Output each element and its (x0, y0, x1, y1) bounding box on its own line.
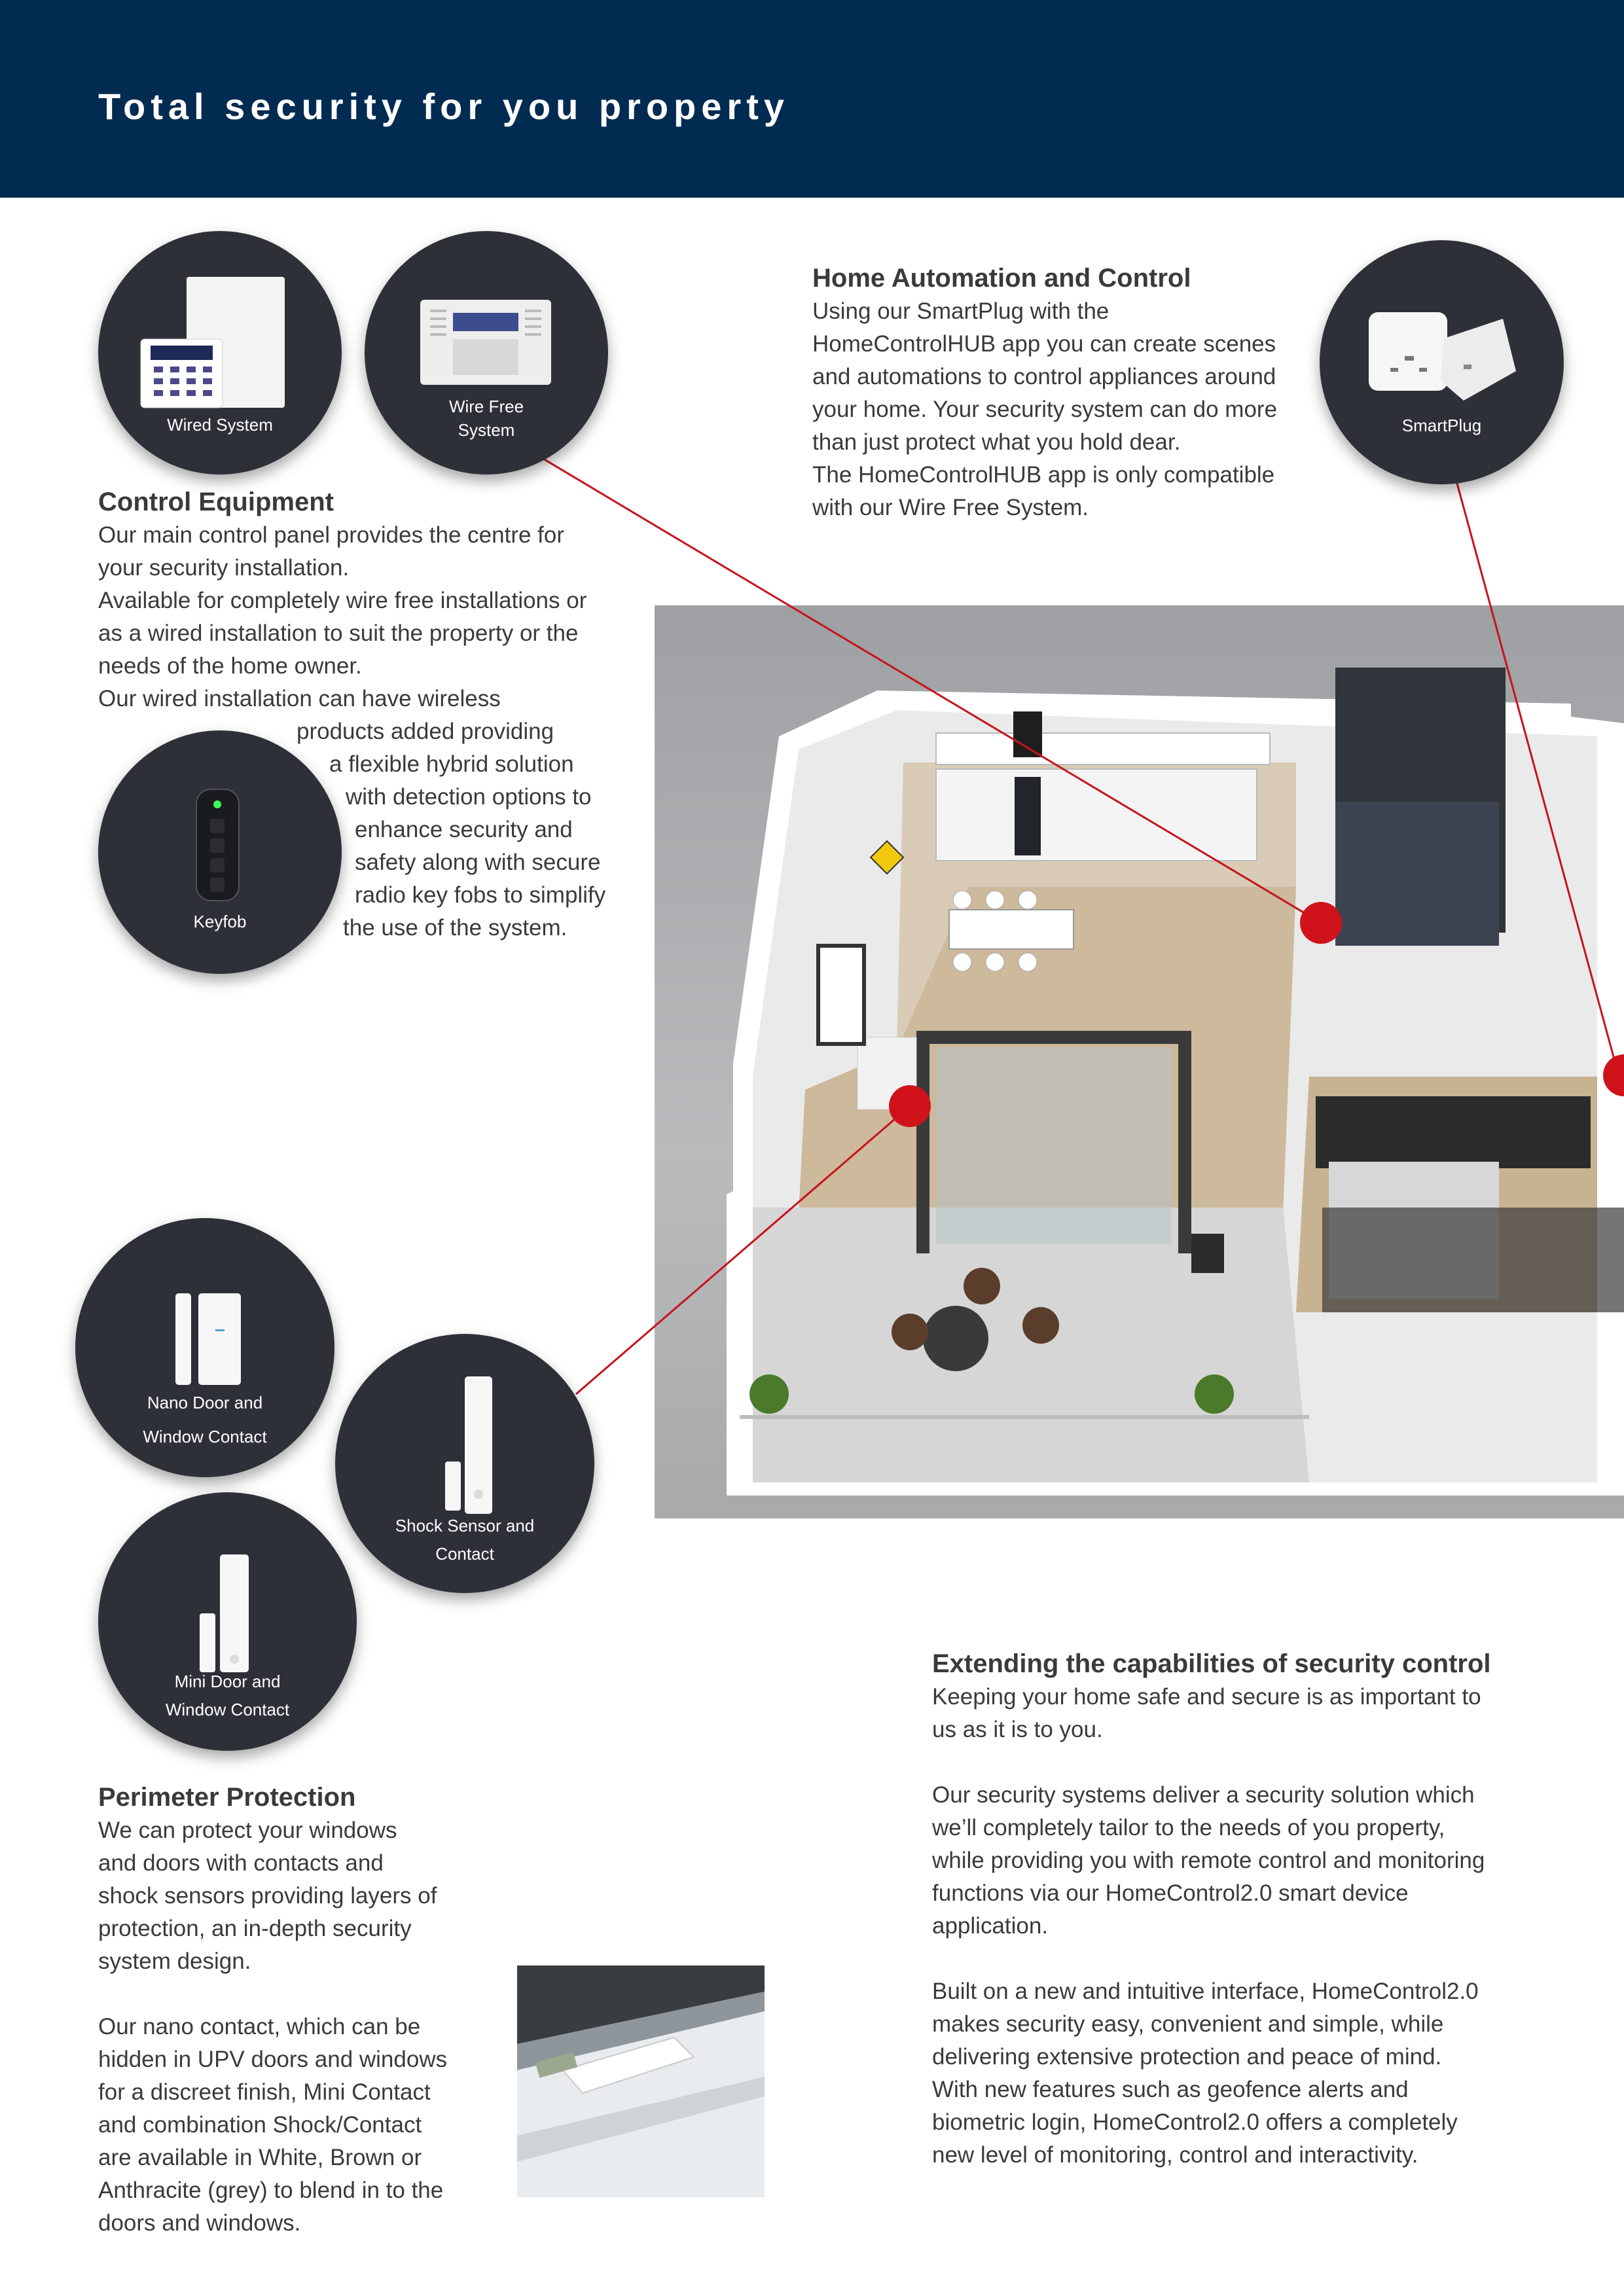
extending-line: functions via our HomeControl2.0 smart device (932, 1880, 1409, 1906)
shock-sensor-icon (440, 1373, 499, 1517)
extending-line: us as it is to you. (932, 1717, 1103, 1742)
control-equipment-title: Control Equipment (98, 488, 334, 516)
page-title: Total security for you property (98, 86, 789, 127)
extending-line: Our security systems deliver a security solution which (932, 1782, 1475, 1808)
control-equipment-line: Our main control panel provides the centre for (98, 522, 565, 548)
mini-contact-label-line1: Mini Door and (174, 1672, 281, 1691)
smartplug-icon (1365, 309, 1523, 407)
perimeter-line: system design. (98, 1948, 251, 1974)
nano-contact-icon (172, 1290, 244, 1388)
extending-line: we’ll completely tailor to the needs of you property, (932, 1815, 1445, 1840)
perimeter-protection-title: Perimeter Protection (98, 1783, 356, 1812)
perimeter-line: are available in White, Brown or (98, 2145, 422, 2170)
perimeter-protection-section (98, 1780, 517, 2240)
nano-contact-label-line1: Nano Door and (147, 1393, 263, 1412)
connector-smartplug (1456, 481, 1618, 1073)
home-automation-title: Home Automation and Control (812, 264, 1191, 293)
control-equipment-wrapped-line: enhance security and (355, 817, 573, 842)
control-panel-icon (137, 274, 308, 411)
mini-contact-circle (98, 1492, 357, 1751)
mini-contact-icon (196, 1551, 255, 1676)
wire-free-system-circle (365, 231, 608, 475)
window-sensor-illustration (517, 1965, 765, 2197)
wired-system-label: Wired System (167, 415, 273, 435)
control-equipment-wrapped-line: with detection options to (346, 784, 592, 810)
extending-line: delivering extensive protection and peace of mind. (932, 2044, 1442, 2070)
marker-bedroom[interactable] (1603, 1054, 1624, 1096)
smartplug-label: SmartPlug (1401, 416, 1482, 435)
extending-capabilities-title: Extending the capabilities of security control (932, 1649, 1491, 1678)
home-automation-line: than just protect what you hold dear. (812, 429, 1181, 455)
control-equipment-wrapped-line: a flexible hybrid solution (329, 751, 574, 777)
control-equipment-wrapped-line: radio key fobs to simplify (355, 882, 606, 908)
control-equipment-wrapped-line: safety along with secure (355, 850, 601, 875)
home-automation-line: HomeControlHUB app you can create scenes (812, 331, 1276, 357)
control-equipment-wrapped-line: the use of the system. (343, 915, 568, 941)
shock-sensor-label-line2: Contact (435, 1544, 494, 1564)
smartplug-circle (1320, 240, 1564, 484)
control-equipment-wrapped-line: products added providing (297, 719, 554, 744)
nano-contact-label-line2: Window Contact (143, 1427, 267, 1446)
keyfob-label: Keyfob (193, 912, 247, 931)
extending-line: new level of monitoring, control and interactivity. (932, 2142, 1418, 2168)
connector-wire-free (537, 455, 1321, 923)
control-equipment-line: your security installation. (98, 555, 350, 581)
perimeter-line: protection, an in-depth security (98, 1916, 412, 1941)
home-automation-line: your home. Your security system can do more (812, 397, 1278, 422)
extending-line: while providing you with remote control and monitoring (932, 1848, 1485, 1873)
perimeter-line: doors and windows. (98, 2210, 301, 2236)
perimeter-line: for a discreet finish, Mini Contact (98, 2079, 431, 2105)
extending-line: makes security easy, convenient and simple, while (932, 2011, 1444, 2037)
extending-line: biometric login, HomeControl2.0 offers a completely (932, 2109, 1458, 2135)
perimeter-line: and combination Shock/Contact (98, 2112, 422, 2138)
extending-line: Keeping your home safe and secure is as important to (932, 1684, 1481, 1710)
wire-free-system-label-line2: System (458, 420, 515, 440)
shock-sensor-label-line1: Shock Sensor and (395, 1516, 535, 1535)
perimeter-line: We can protect your windows (98, 1818, 397, 1843)
control-equipment-line: as a wired installation to suit the property or the (98, 620, 579, 646)
wire-free-system-label-line1: Wire Free (448, 397, 524, 416)
marker-patio-door[interactable] (889, 1085, 931, 1127)
perimeter-line: Anthracite (grey) to blend in to the (98, 2178, 444, 2203)
shock-sensor-circle (335, 1334, 594, 1593)
control-equipment-section (98, 485, 641, 944)
extending-line: With new features such as geofence alerts and (932, 2077, 1409, 2102)
perimeter-line: and doors with contacts and (98, 1850, 384, 1876)
home-automation-line: The HomeControlHUB app is only compatible (812, 462, 1275, 488)
home-automation-line: and automations to control appliances around (812, 364, 1276, 389)
home-automation-line: with our Wire Free System. (812, 495, 1089, 520)
extending-line: application. (932, 1913, 1049, 1939)
wire-free-panel-icon (417, 296, 554, 388)
window-sensor-photo (517, 1965, 765, 2197)
perimeter-line: hidden in UPV doors and windows (98, 2047, 448, 2072)
control-equipment-line: Available for completely wire free installations or (98, 588, 587, 613)
marker-kitchen[interactable] (1300, 902, 1342, 944)
home-automation-line: Using our SmartPlug with the (812, 298, 1110, 324)
nano-contact-circle (75, 1218, 334, 1477)
connector-shock-sensor (576, 1106, 910, 1394)
extending-capabilities-section (932, 1647, 1593, 2172)
extending-line: Built on a new and intuitive interface, HomeControl2.0 (932, 1979, 1479, 2004)
home-automation-section (812, 261, 1323, 524)
mini-contact-label-line2: Window Contact (165, 1700, 290, 1719)
control-equipment-line: needs of the home owner. (98, 653, 362, 679)
control-equipment-line: Our wired installation can have wireless (98, 686, 501, 711)
wired-system-circle (98, 231, 342, 475)
perimeter-line: shock sensors providing layers of (98, 1883, 437, 1909)
perimeter-line: Our nano contact, which can be (98, 2014, 421, 2039)
